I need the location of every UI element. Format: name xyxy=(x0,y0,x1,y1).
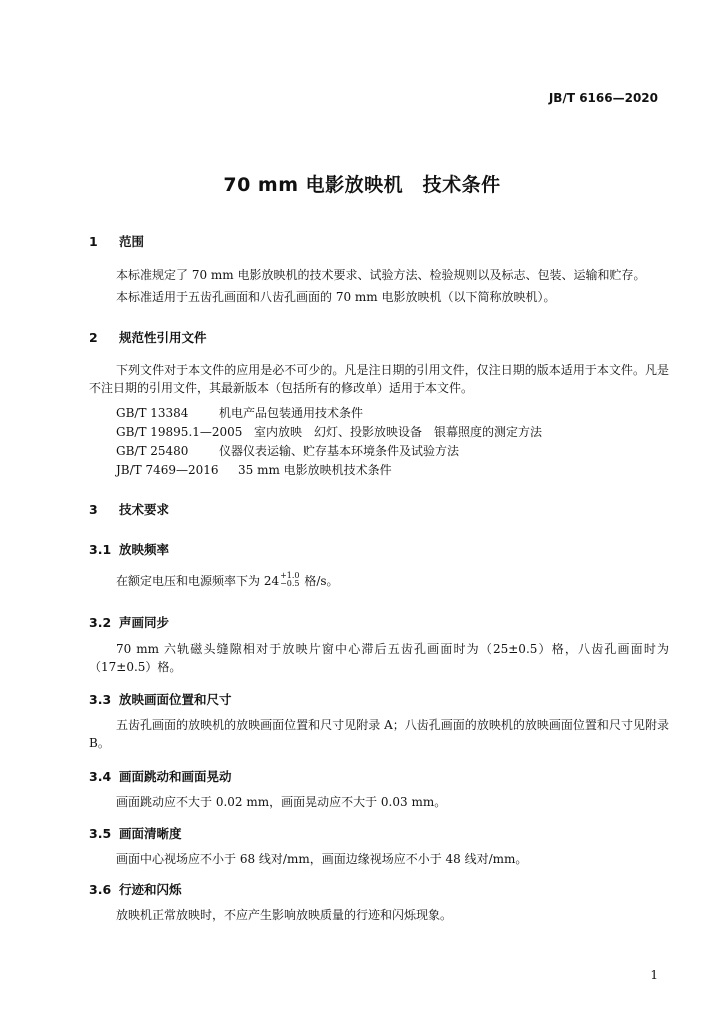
reference-code: JB/T 7469—2016 xyxy=(116,463,219,477)
section-number: 3.4 xyxy=(89,769,112,784)
reference-title: 35 mm 电影放映机技术条件 xyxy=(238,463,392,477)
document-code: JB/T 6166—2020 xyxy=(548,91,658,105)
paragraph: 70 mm 六轨磁头缝隙相对于放映片窗中心滞后五齿孔画面时为（25±0.5）格，八齿孔画面时为（17±0.5）格。 xyxy=(89,642,669,674)
section-title: 画面清晰度 xyxy=(119,826,182,841)
section-heading-3 xyxy=(89,500,169,518)
paragraph: 五齿孔画面的放映机的放映画面位置和尺寸见附录 A；八齿孔画面的放映机的放映画面位置和尺寸见附录 B。 xyxy=(89,718,669,750)
subsection-heading-3-4 xyxy=(89,767,232,785)
reference-title: 室内放映 幻灯、投影放映设备 银幕照度的测定方法 xyxy=(254,425,543,439)
section-title: 放映频率 xyxy=(119,542,170,557)
subsection-heading-3-6 xyxy=(89,880,182,898)
section-title: 规范性引用文件 xyxy=(119,330,207,345)
document-title: 70 mm 电影放映机 技术条件 xyxy=(223,174,501,196)
section-heading-1 xyxy=(89,232,144,250)
reference-item xyxy=(116,423,542,440)
section-number: 3.3 xyxy=(89,692,112,707)
section-number: 3.2 xyxy=(89,615,112,630)
section-number: 3.6 xyxy=(89,882,112,897)
section-title: 行迹和闪烁 xyxy=(119,882,182,897)
section-title: 范围 xyxy=(119,234,145,249)
section-number: 3.5 xyxy=(89,826,112,841)
text-segment: 在额定电压和电源频率下为 24 xyxy=(116,574,280,588)
paragraph: 本标准适用于五齿孔画面和八齿孔画面的 70 mm 电影放映机（以下简称放映机）。 xyxy=(116,290,556,304)
section-title: 声画同步 xyxy=(119,615,170,630)
reference-title: 仪器仪表运输、贮存基本环境条件及试验方法 xyxy=(219,444,460,458)
reference-code: GB/T 19895.1—2005 xyxy=(116,425,243,439)
subsection-heading-3-1 xyxy=(89,540,169,558)
reference-code: GB/T 25480 xyxy=(116,444,189,458)
section-heading-2 xyxy=(89,328,207,346)
section-number: 2 xyxy=(89,330,98,345)
section-number: 3 xyxy=(89,502,98,517)
tolerance-lower: −0.5 xyxy=(280,578,300,588)
page-number: 1 xyxy=(650,968,658,982)
paragraph: 本标准规定了 70 mm 电影放映机的技术要求、试验方法、检验规则以及标志、包装、运输和贮存。 xyxy=(116,268,646,282)
paragraph: 放映机正常放映时，不应产生影响放映质量的行迹和闪烁现象。 xyxy=(116,908,453,922)
section-title: 画面跳动和画面晃动 xyxy=(119,769,232,784)
reference-code: GB/T 13384 xyxy=(116,406,189,420)
reference-item xyxy=(116,404,363,421)
paragraph: 画面中心视场应不小于 68 线对/mm，画面边缘视场应不小于 48 线对/mm。 xyxy=(116,852,528,866)
reference-item xyxy=(116,442,459,459)
section-number: 3.1 xyxy=(89,542,112,557)
tolerance xyxy=(280,572,299,588)
section-title: 技术要求 xyxy=(119,502,170,517)
section-number: 1 xyxy=(89,234,98,249)
paragraph: 画面跳动应不大于 0.02 mm，画面晃动应不大于 0.03 mm。 xyxy=(116,795,447,809)
paragraph: 下列文件对于本文件的应用是必不可少的。凡是注日期的引用文件，仅注日期的版本适用于本文件。凡是不注日期的引用文件，其最新版本（包括所有的修改单）适用于本文件。 xyxy=(89,363,669,395)
paragraph xyxy=(116,572,339,590)
tolerance-upper: +1.0 xyxy=(280,570,300,580)
subsection-heading-3-5 xyxy=(89,824,182,842)
section-title: 放映画面位置和尺寸 xyxy=(119,692,232,707)
subsection-heading-3-2 xyxy=(89,613,169,631)
reference-title: 机电产品包装通用技术条件 xyxy=(219,406,364,420)
text-segment: 格/s。 xyxy=(300,574,339,588)
subsection-heading-3-3 xyxy=(89,690,232,708)
reference-item xyxy=(116,461,392,478)
